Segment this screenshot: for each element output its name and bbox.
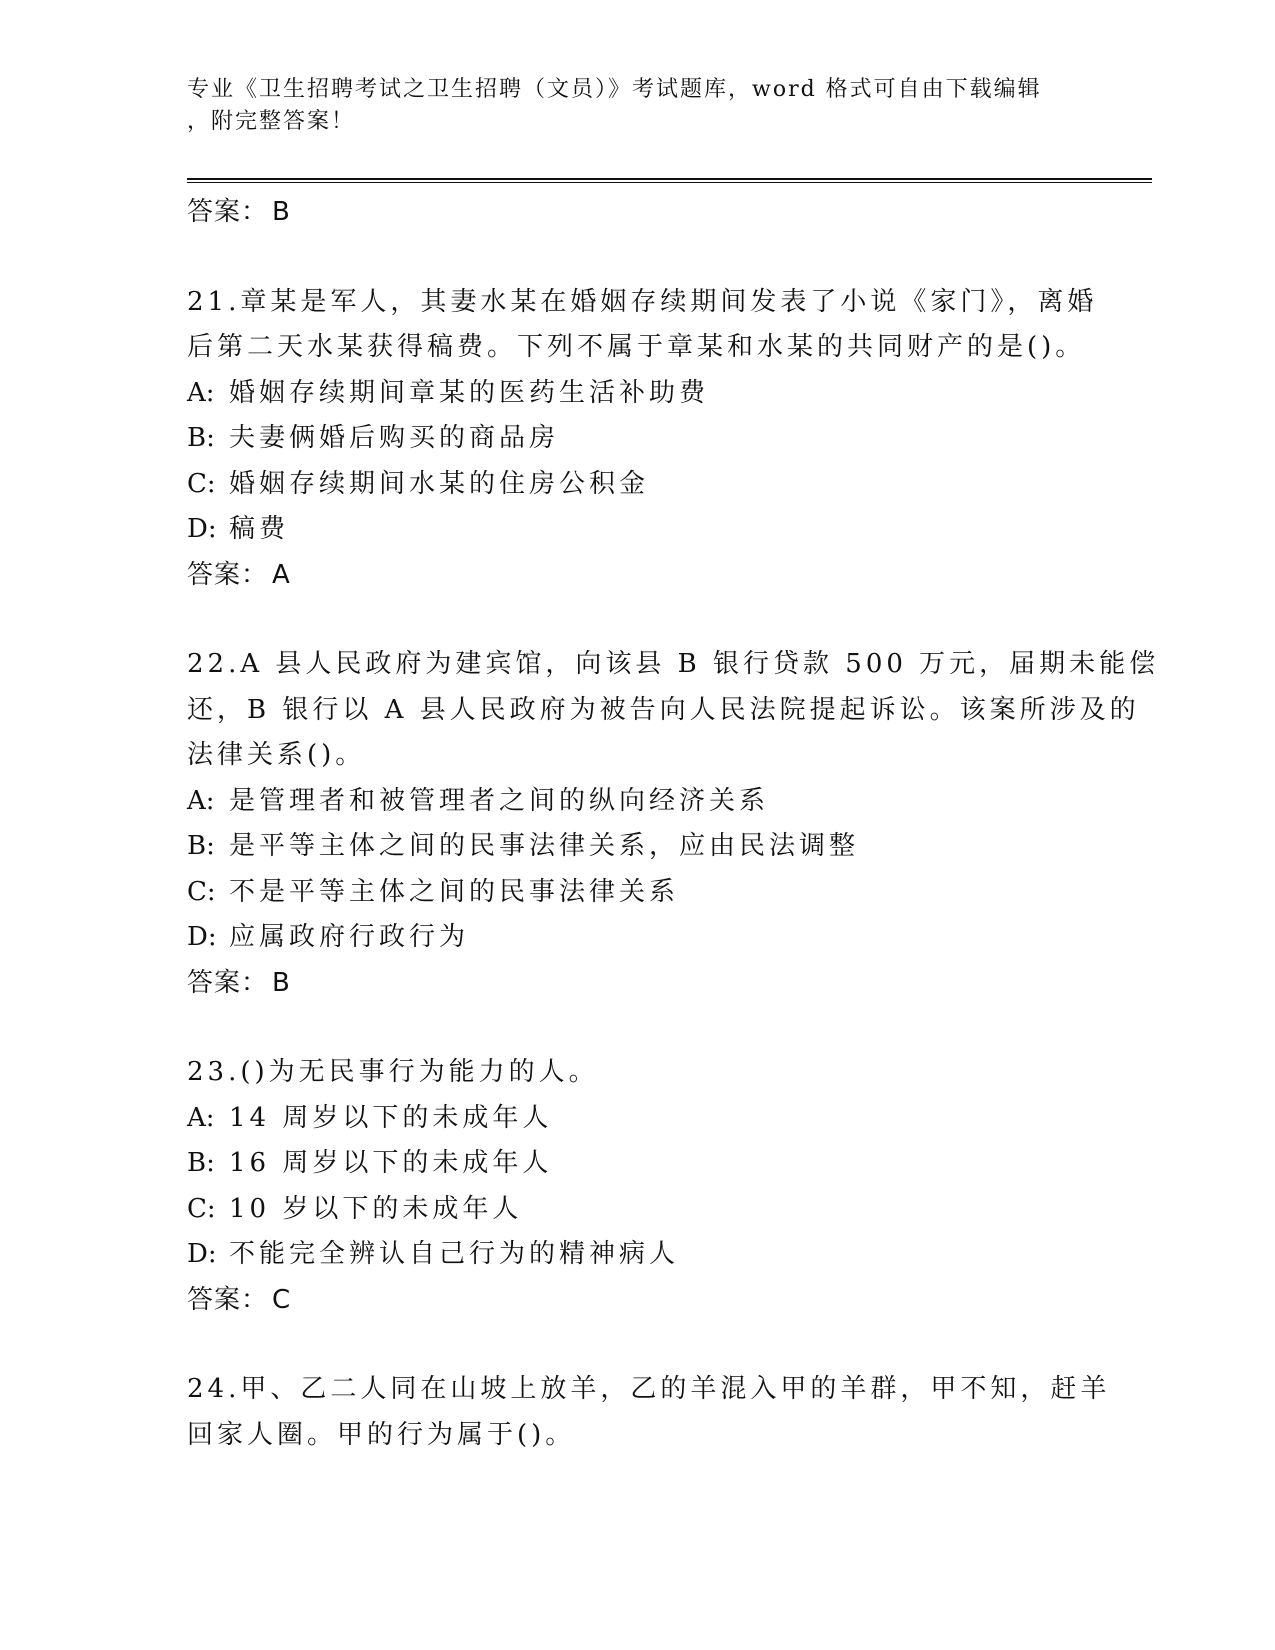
option-label: A: (187, 377, 215, 408)
option-label: B: (187, 423, 215, 453)
answer-line (187, 961, 1087, 1007)
option-text: 是管理者和被管理者之间的纵向经济关系 (229, 785, 770, 816)
option-a (187, 371, 1087, 417)
option-text: 10 岁以下的未成年人 (229, 1193, 523, 1224)
option-d (187, 507, 1087, 553)
option-a (187, 779, 1087, 825)
option-text: 不是平等主体之间的民事法律关系 (229, 876, 680, 907)
question-block (187, 280, 1098, 599)
option-d (187, 1232, 1087, 1278)
question-stem-line: 23.()为无民事行为能力的人。 (187, 1057, 599, 1087)
option-text: 是平等主体之间的民事法律关系，应由民法调整 (229, 831, 860, 861)
question-block (187, 1367, 1111, 1458)
option-label: D: (187, 922, 217, 952)
option-b (187, 824, 1087, 870)
question-stem-line: 22.A 县人民政府为建宾馆，向该县 B 银行贷款 500 万元，届期未能偿 (187, 649, 1160, 679)
answer-label: 答案： (187, 559, 269, 590)
question-content (187, 190, 1160, 1458)
answer-label: 答案： (187, 197, 269, 227)
header-line-1: 专业《卫生招聘考试之卫生招聘（文员）》考试题库，word 格式可自由下载编辑 (187, 77, 1042, 102)
header-line-2: ，附完整答案！ (187, 109, 356, 134)
answer-value: B (272, 967, 291, 998)
option-text: 婚姻存续期间水某的住房公积金 (229, 468, 650, 499)
option-b (187, 1141, 1087, 1187)
question-block (187, 1050, 1087, 1323)
option-label: C: (187, 876, 216, 907)
option-b (187, 416, 1087, 462)
question-stem-line: 24.甲、乙二人同在山坡上放羊，乙的羊混入甲的羊群，甲不知，赶羊 (187, 1374, 1111, 1404)
question-block (187, 642, 1160, 1006)
spacer (187, 236, 1087, 280)
question-stem-line: 法律关系()。 (187, 740, 366, 770)
option-text: 婚姻存续期间章某的医药生活补助费 (229, 377, 710, 408)
answer-value: C (272, 1284, 292, 1315)
option-label: B: (187, 1148, 215, 1178)
question-stem-line: 后第二天水某获得稿费。下列不属于章某和水某的共同财产的是()。 (187, 332, 1086, 362)
option-c (187, 1187, 1087, 1233)
option-label: C: (187, 468, 216, 499)
answer-label: 答案： (187, 967, 269, 998)
answer-line (187, 190, 1087, 236)
option-c (187, 870, 1087, 916)
option-d (187, 915, 1087, 961)
spacer (187, 1323, 1087, 1367)
answer-value: A (272, 559, 291, 590)
option-text: 稿费 (229, 514, 290, 544)
option-label: A: (187, 785, 215, 816)
spacer (187, 598, 1087, 642)
option-text: 16 周岁以下的未成年人 (229, 1148, 553, 1178)
question-stem-line: 还，B 银行以 A 县人民政府为被告向人民法院提起诉讼。该案所涉及的 (187, 694, 1140, 725)
question-stem-line: 21.章某是军人，其妻水某在婚姻存续期间发表了小说《家门》，离婚 (187, 286, 1098, 317)
answer-line (187, 553, 1087, 599)
option-label: D: (187, 1239, 217, 1269)
option-label: A: (187, 1102, 215, 1133)
spacer (187, 1006, 1087, 1050)
option-text: 不能完全辨认自己行为的精神病人 (229, 1239, 680, 1269)
question-stem-line: 回家人圈。甲的行为属于()。 (187, 1419, 576, 1450)
option-a (187, 1096, 1087, 1142)
option-text: 夫妻俩婚后购买的商品房 (229, 423, 560, 453)
answer-value: B (272, 197, 291, 227)
answer-label: 答案： (187, 1284, 269, 1315)
option-label: D: (187, 514, 217, 544)
option-text: 14 周岁以下的未成年人 (229, 1102, 553, 1133)
option-c (187, 462, 1087, 508)
page-header (187, 74, 1087, 138)
option-text: 应属政府行政行为 (229, 922, 470, 952)
answer-line (187, 1278, 1087, 1324)
header-divider (187, 178, 1152, 183)
option-label: B: (187, 831, 215, 861)
option-label: C: (187, 1193, 216, 1224)
